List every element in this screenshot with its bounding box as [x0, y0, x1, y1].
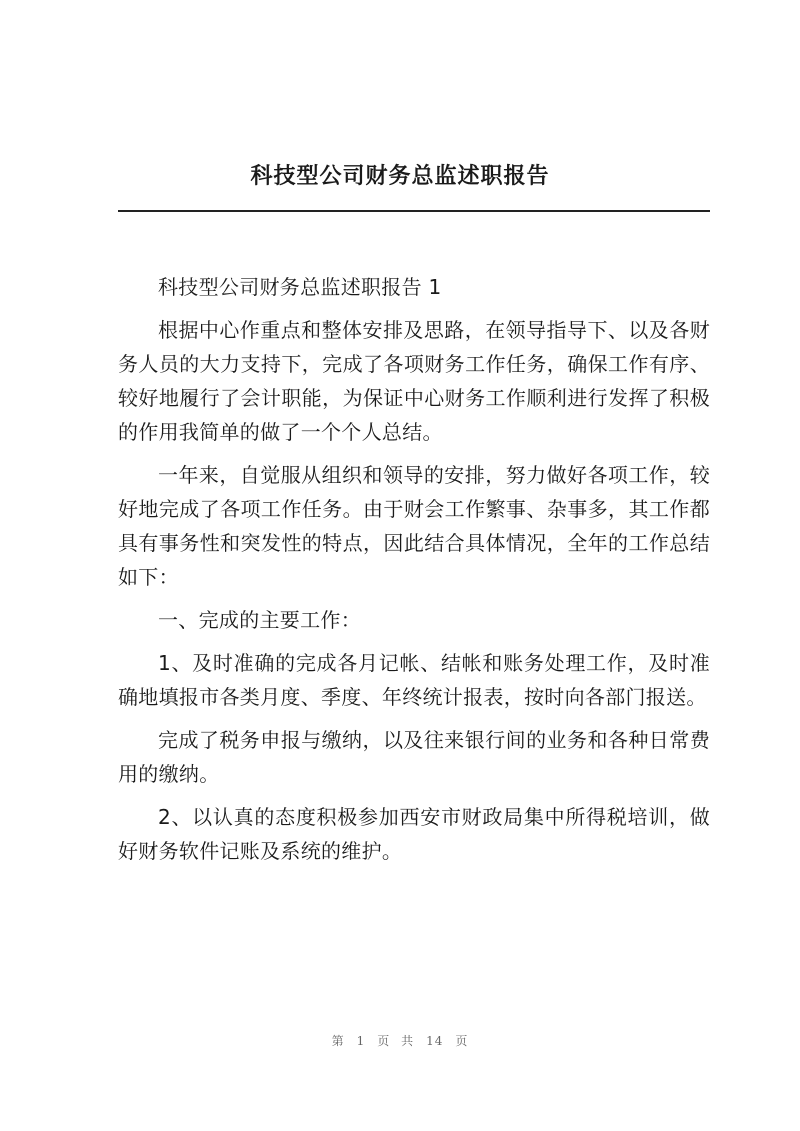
page-footer [0, 1032, 800, 1049]
footer-page-suffix: 页 [455, 1034, 469, 1048]
paragraph: 根据中心作重点和整体安排及思路，在领导指导下、以及各财务人员的大力支持下，完成了各项财务工作任务，确保工作有序、较好地履行了会计职能，为保证中心财务工作顺利进行发挥了积极的作用我简单的做了一个个人总结。 [118, 318, 710, 444]
page-title: 科技型公司财务总监述职报告 [250, 163, 550, 189]
paragraph: 完成了税务申报与缴纳，以及往来银行间的业务和各种日常费用的缴纳。 [118, 728, 710, 786]
document-body [118, 270, 710, 877]
paragraph: 一年来，自觉服从组织和领导的安排，努力做好各项工作，较好地完成了各项工作任务。由于财会工作繁事、杂事多，其工作都具有事务性和突发性的特点，因此结合具体情况，全年的工作总结如下： [118, 463, 710, 589]
title-divider [118, 210, 710, 212]
footer-total-pages: 14 [426, 1034, 444, 1048]
footer-page-middle: 页 共 [377, 1034, 415, 1048]
paragraph: 2、以认真的态度积极参加西安市财政局集中所得税培训，做好财务软件记账及系统的维护。 [118, 805, 710, 863]
paragraph-heading: 科技型公司财务总监述职报告 1 [158, 275, 442, 299]
footer-page-number: 1 [356, 1034, 366, 1048]
footer-page-prefix: 第 [331, 1034, 345, 1048]
paragraph: 一、完成的主要工作： [158, 608, 361, 632]
paragraph: 1、及时准确的完成各月记帐、结帐和账务处理工作，及时准确地填报市各类月度、季度、年终统计报表，按时向各部门报送。 [118, 651, 710, 709]
